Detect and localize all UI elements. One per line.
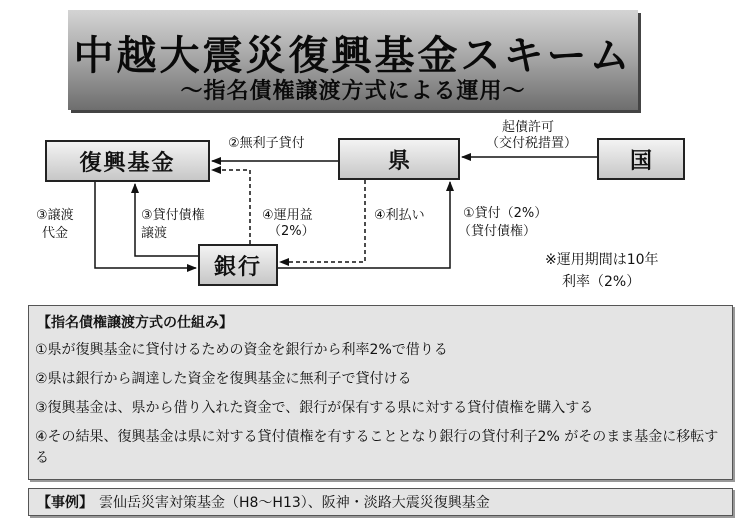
example-text: 雲仙岳災害対策基金（H8～H13）、阪神・淡路大震災復興基金: [99, 495, 490, 511]
scheme-item-3: ③復興基金は、県から借り入れた資金で、銀行が保有する県に対する貸付債権を購入する: [35, 400, 594, 416]
label-transfer-payment: 代金: [42, 226, 69, 241]
arrow-investment-income: [212, 170, 250, 244]
scheme-item-2: ②県は銀行から調達した資金を復興基金に無利子で貸付ける: [35, 371, 412, 387]
note-rate: 利率（2%）: [562, 274, 641, 290]
label-tax-allocation: （交付税措置）: [486, 136, 578, 151]
scheme-box: [28, 305, 733, 480]
label-transfer: ③譲渡: [36, 208, 74, 223]
scheme-item-4: ④その結果、復興基金は県に対する貸付債権を有することとなり銀行の貸付利子2% がそのまま基金に移転する: [35, 429, 719, 466]
label-bond-permit: 起債許可: [502, 120, 555, 135]
scheme-item-1: ①県が復興基金に貸付けるための資金を銀行から利率2%で借りる: [35, 342, 448, 358]
label-interest-payment: ④利払い: [374, 208, 425, 223]
label-interest-free-loan: ②無利子貸付: [228, 136, 305, 151]
example-tag: 【事例】: [37, 495, 93, 511]
note-period: ※運用期間は10年: [545, 252, 659, 268]
example-box: [28, 488, 733, 516]
country-node: 国: [597, 138, 685, 180]
fund-node: 復興基金: [45, 140, 210, 182]
scheme-title: 【指名債権譲渡方式の仕組み】: [37, 315, 233, 331]
arrow-transfer-payment: [95, 182, 196, 268]
label-bank-loan: ①貸付（2%）: [463, 206, 548, 221]
page-subtitle: ～指名債権譲渡方式による運用～: [180, 79, 526, 104]
prefecture-node: 県: [338, 138, 460, 180]
label-loan-claim-transfer: 譲渡: [141, 226, 168, 241]
label-bank-loan-claim: （貸付債権）: [458, 224, 537, 239]
label-investment-rate: （2%）: [268, 224, 315, 239]
label-investment-income: ④運用益: [262, 208, 313, 223]
page-title: 中越大震災復興基金スキーム: [73, 33, 633, 79]
label-loan-claim: ③貸付債権: [141, 208, 205, 223]
bank-node: 銀行: [198, 244, 278, 286]
